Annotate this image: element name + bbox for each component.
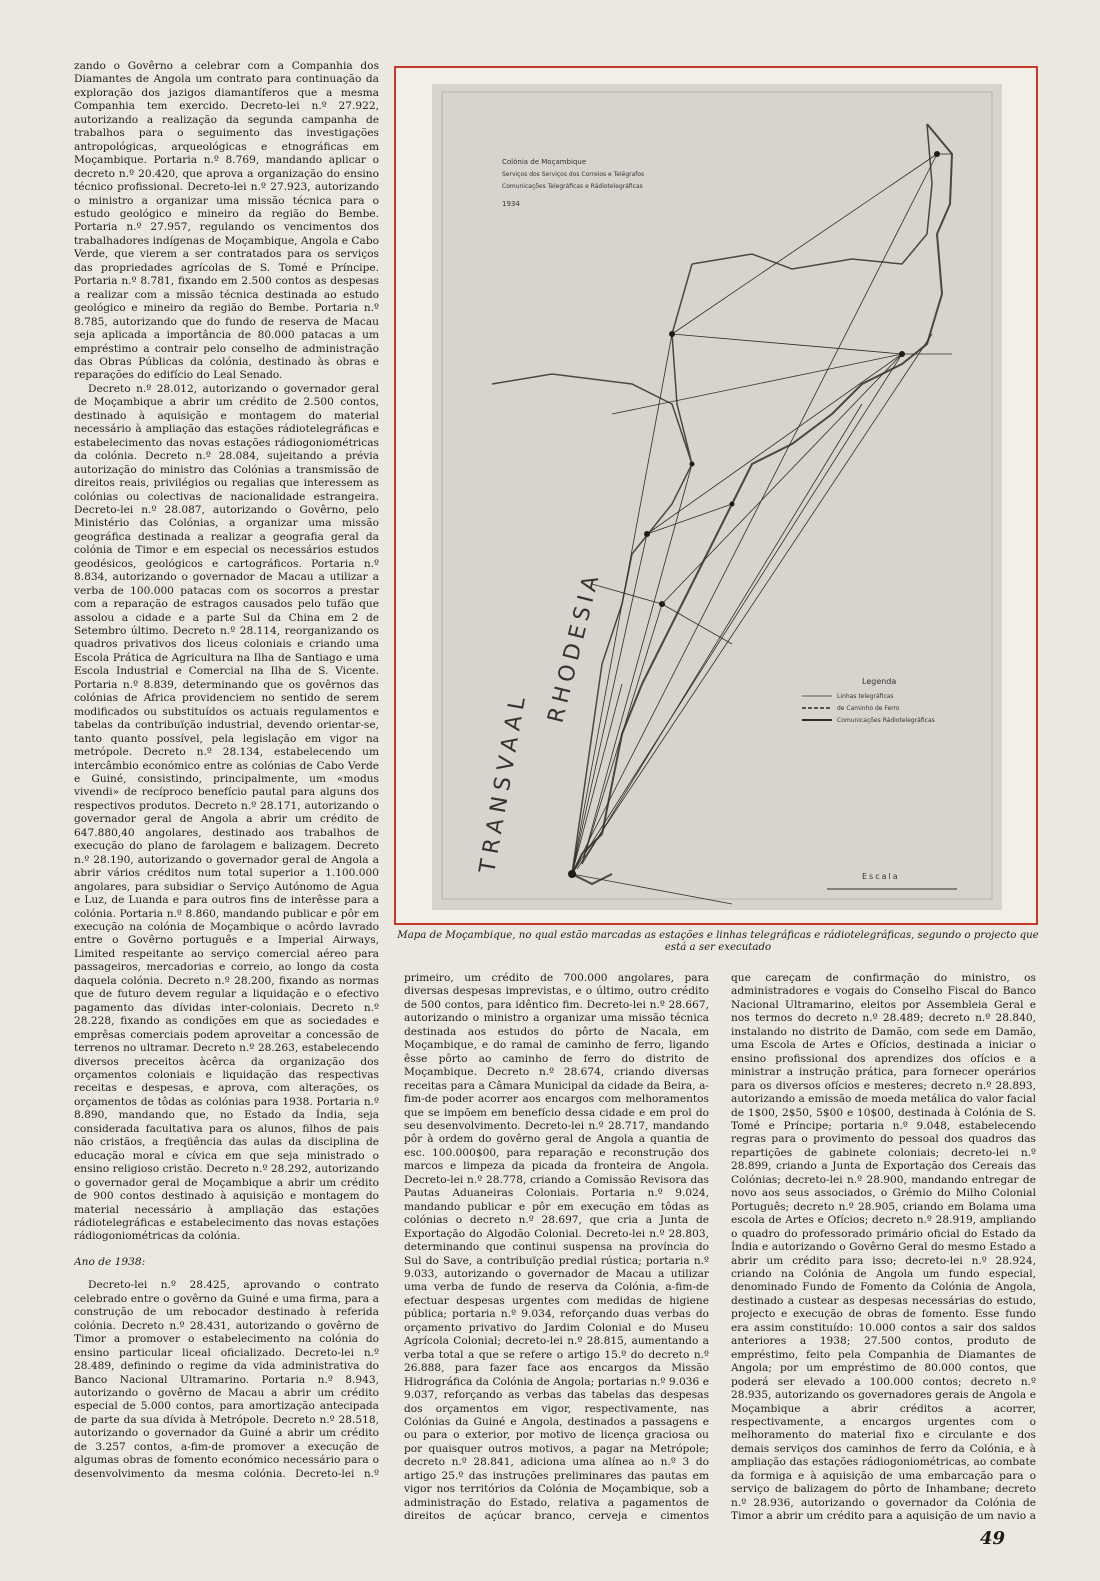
right-text-column	[731, 972, 1036, 1524]
paragraph-2: Decreto n.º 28.012, autorizando o governador geral de Moçambique a abrir um crédito de 2.500 contos, destinado à aquisição e montagem do material necessário à ampliação das estações rádiotelegráficas e estabelecimento das novas estações rádiogoniométricas da colónia. Decreto n.º 28.084, sujeitando a prévia autorização do ministro das Colónias a transmissão de direitos reais, privilégios ou regalias que interessem as colónias ou colectivas de nacionalidade estrangeira. Decreto-lei n.º 28.087, autorizando o Govêrno, pelo Ministério das Colónias, a organizar uma missão geográfica destinada a realizar a geografia geral da colónia de Timor e em especial os necessários estudos geodésicos, geológicos e cartográficos. Portaria n.º 8.834, autorizando o governador de Macau a utilizar a verba de 100.000 patacas com os socorros a prestar com a reparação de estragos causados pelo tufão que assolou a cidade e a parte Sul da China em 2 de Setembro último. Decreto n.º 28.114, reorganizando os quadros privativos dos liceus coloniais e criando uma Escola Prática de Agricultura na Ilha de Santiago e uma Escola Industrial e Comercial na Ilha de S. Vicente. Portaria n.º 8.839, determinando que os govêrnos das colónias de Africa providenciem no sentido de serem modificados ou substituídos os actuais regulamentos e tabelas da contribuïção industrial, devendo orientar-se, tanto quanto possível, pela legislação em vigor na metrópole. Decreto n.º 28.134, estabelecendo um intercâmbio económico entre as colónias de Cabo Verde e Guiné, consistindo, principalmente, um «modus vivendi» de recíproco benefício pautal para alguns dos respectivos produtos. Decreto n.º 28.171, autorizando o governador geral de Angola a abrir um crédito de 647.880,40 angolares, destinado aos trabalhos de execução do plano de farolagem e balizagem. Decreto n.º 28.190, autorizando o governador geral de Angola a abrir vários créditos num total superior a 1.100.000 angolares, para subsidiar o Serviço Autónomo de Agua e Luz, de Luanda e para outros fins de interêsse para a colónia. Portaria n.º 8.860, mandando publicar e pôr em execução na colónia de Moçambique o acôrdo lavrado entre o Govêrno português e a Imperial Airways, Limited respeitante ao serviço comercial aéreo para passageiros, mercadorias e correio, ao longo da costa daquela colónia. Decreto n.º 28.200, fixando as normas que de futuro devem regular a liquidação e o efectivo pagamento das dívidas inter-coloniais. Decreto n.º 28.228, fixando as condições em que as sociedades e emprêsas comerciais podem aproveitar a concessão de terrenos no ultramar. Decreto n.º 28.263, estabelecendo diversos preceitos àcêrca da organização dos orçamentos coloniais e liquidação das respectivas receitas e despesas, e aprova, com alterações, os orçamentos de tôdas as colónias para 1938. Portaria n.º 8.890, mandando que, no Estado da Índia, seja considerada facultativa para os alunos, filhos de pais não cristãos, a freqüência das aulas da disciplina de educação moral e cívica em que seja ministrado o ensino religioso cristão. Decreto n.º 28.292, autorizando o governador geral de Moçambique a abrir um crédito de 900 contos destinado à aquisição e montagem do material necessário à ampliação das estações rádiotelegráficas e estabelecimento das novas estações rádiogoniométricas da colónia.	[74, 382, 379, 1243]
svg-text:Serviços dos Serviços dos Corr: Serviços dos Serviços dos Correios e Telégrafos	[502, 171, 645, 178]
paragraph-3: Decreto-lei n.º 28.425, aprovando o contrato celebrado entre o govêrno da Guiné e uma firma, para a construção de um rebocador destinado à referida colónia. Decreto n.º 28.431, autorizando o govêrno de Timor a promover o estabelecimento na colónia do ensino particular liceal oficializado. Decreto-lei n.º 28.489, definindo o regime da vida administrativa do Banco Nacional Ultramarino. Portaria n.º 8.943, autorizando o govêrno de Macau a abrir um crédito especial de 5.000 contos, para amortização antecipada de parte da sua dívida à Metrópole. Decreto n.º 28.518, autorizando o governador da Guiné a abrir um crédito de 3.257 contos, a-fim-de promover a execução de algumas obras de fomento económico necessário para o desenvolvimento da mesma colónia. Decreto-lei n.º	[74, 1279, 379, 1480]
svg-text:Colónia de Moçambique: Colónia de Moçambique	[502, 158, 587, 166]
svg-text:TRANSVAAL: TRANSVAAL	[475, 689, 532, 876]
map-caption: Mapa de Moçambique, no qual estão marcadas as estações e linhas telegráficas e rádiotelegráficas, segundo o projecto que está a ser executado	[397, 930, 1039, 953]
svg-text:1934: 1934	[502, 200, 520, 208]
left-text-column	[74, 60, 379, 1480]
map-frame	[394, 66, 1038, 925]
middle-text-column	[404, 972, 709, 1524]
svg-text:Legenda: Legenda	[862, 677, 897, 686]
paragraph-1: zando o Govêrno a celebrar com a Companhia dos Diamantes de Angola um contrato para continuação da exploração dos jazigos diamantíferos que a mesma Companhia tem exercido. Decreto-lei n.º 27.922, autorizando a realização da segunda campanha de trabalhos para o seguimento das investigações antropológicas, arqueológicas e etnográficas em Moçambique. Portaria n.º 8.769, mandando aplicar o decreto n.º 20.420, que aprova a organização do ensino técnico profissional. Decreto-lei n.º 27.923, autorizando o ministro a organizar uma missão técnica para o estudo geológico e mineiro da região do Bembe. Portaria n.º 27.957, regulando os vencimentos dos trabalhadores indígenas de Moçambique, Angola e Cabo Verde, que vierem a ser contratados para os serviços das propriedades agrícolas de S. Tomé e Príncipe. Portaria n.º 8.781, fixando em 2.500 contos as despesas a realizar com a missão técnica destinada ao estudo geológico e mineiro da região do Bembe. Portaria n.º 8.785, autorizando que do fundo de reserva de Macau seja aplicada a importância de 80.000 patacas a um empréstimo a contrair pelo conselho de administração das Obras Públicas da colónia, destinado às obras e reparações do edifício do Leal Senado.	[74, 60, 379, 382]
mozambique-map	[432, 84, 1002, 910]
map-image	[432, 84, 1002, 910]
middle-paragraph: primeiro, um crédito de 700.000 angolares, para diversas despesas imprevistas, e o último, outro crédito de 500 contos, para idêntico fim. Decreto-lei n.º 28.667, autorizando o ministro a organizar uma missão técnica destinada aos estudos do pôrto de Nacala, em Moçambique, e do ramal de caminho de ferro, ligando êsse pôrto ao caminho de ferro do distrito de Moçambique. Decreto n.º 28.674, criando diversas receitas para a Câmara Municipal da cidade da Beira, a-fim-de poder acorrer aos encargos com melhoramentos que se impõem em benefício dessa cidade e em prol do seu desenvolvimento. Decreto-lei n.º 28.717, mandando pôr à ordem do govêrno geral de Angola a quantia de esc. 100.000$00, para reparação e reconstrução dos marcos e limpeza da picada da fronteira de Angola. Decreto-lei n.º 28.778, criando a Comissão Revisora das Pautas Aduaneiras Coloniais. Portaria n.º 9.024, mandando publicar e pôr em execução em tôdas as colónias o decreto n.º 28.697, que cria a Junta de Exportação do Algodão Colonial. Decreto-lei n.º 28.803, determinando que continui suspensa na província do Sul do Save, a contribuïção predial rústica; portaria n.º 9.033, autorizando o governador de Macau a utilizar uma verba de fundo de reserva da Colónia, a-fim-de efectuar despesas urgentes com medidas de higiene pública; portaria n.º 9.034, reforçando duas verbas do orçamento privativo do Jardim Colonial e do Museu Agrícola Colonial; decreto-lei n.º 28.815, aumentando a verba total a que se refere o artigo 15.º do decreto n.º 26.888, para fazer face aos encargos da Missão Hidrográfica da Colónia de Angola; portarias n.º 9.036 e 9.037, reforçando as verbas das tabelas das despesas dos orçamentos em vigor, respectivamente, nas Colónias da Guiné e Angola, destinados a passagens e ou para o exterior, por motivo de licença graciosa ou por quaisquer outros motivos, a pagar na Metrópole; decreto n.º 28.841, adiciona uma alínea ao n.º 3 do artigo 25.º das instruções preliminares das pautas em vigor nos territórios da Colónia de Moçambique, sob a administração do Estado, relativa a pagamentos de direitos de açúcar branco, cerveja e cimentos	[404, 972, 709, 1523]
page-number: 49	[980, 1528, 1006, 1549]
svg-text:Comunicações Telegráficas e Rá: Comunicações Telegráficas e Rádiotelegráficas	[502, 183, 643, 190]
section-heading-1938: Ano de 1938:	[74, 1255, 146, 1268]
right-paragraph: que careçam de confirmação do ministro, os administradores e vogais do Conselho Fiscal do Banco Nacional Ultramarino, eleitos por Assembleia Geral e nos termos do decreto n.º 28.489; decreto n.º 28.840, instalando no distrito de Damão, com sede em Damão, uma Escola de Artes e Ofícios, destinada a iniciar o ensino profissional dos aprendizes dos ofícios e a ministrar a instrução prática, para fornecer operários para os diversos ofícios e mesteres; decreto n.º 28.893, autorizando a emissão de moeda metálica do valor facial de 1$00, 2$50, 5$00 e 10$00, destinada à Colónia de S. Tomé e Príncipe; portaria n.º 9.048, estabelecendo regras para o provimento do pessoal dos quadros das repartições de gabinete coloniais; decreto-lei n.º 28.899, criando a Junta de Exportação dos Cereais das Colónias; decreto-lei n.º 28.900, mandando entregar de novo aos seus associados, o Grémio do Milho Colonial Português; decreto n.º 28.905, criando em Bolama uma escola de Artes e Ofícios; decreto n.º 28.919, ampliando o quadro do professorado primário oficial do Estado da Índia e autorizando o Govêrno Geral do mesmo Estado a abrir um crédito para isso; decreto-lei n.º 28.924, criando na Colónia de Angola um fundo especial, denominado Fundo de Fomento da Colónia de Angola, destinado a custear as despesas necessárias do estudo, projecto e execução de obras de fomento. Esse fundo era assim constituído: 10.000 contos a sair dos saldos anteriores a 1938; 27.500 contos, produto de empréstimo, feito pela Companhia de Diamantes de Angola; por um empréstimo de 80.000 contos, que poderá ser elevado a 100.000 contos; decreto n.º 28.935, autorizando os governadores gerais de Angola e Moçambique a abrir créditos a acorrer, respectivamente, a encargos urgentes com o melhoramento do material fixo e circulante e dos demais serviços dos caminhos de ferro da Colónia, e à ampliação das estações rádiogoniométricas, ao combate da formiga e à aquisição de uma embarcação para o serviço de balizagem do pôrto de Inhambane; decreto n.º 28.936, autorizando o governador da Colónia de Timor a abrir um crédito para a aquisição de um navio a	[731, 972, 1036, 1523]
svg-text:Linhas telegráficas: Linhas telegráficas	[837, 693, 894, 700]
svg-text:RHODESIA: RHODESIA	[543, 568, 606, 726]
svg-text:Escala: Escala	[862, 872, 900, 881]
svg-text:Comunicações Rádiotelegráficas: Comunicações Rádiotelegráficas	[837, 717, 935, 724]
svg-text:de Caminho de Ferro: de Caminho de Ferro	[837, 705, 900, 712]
